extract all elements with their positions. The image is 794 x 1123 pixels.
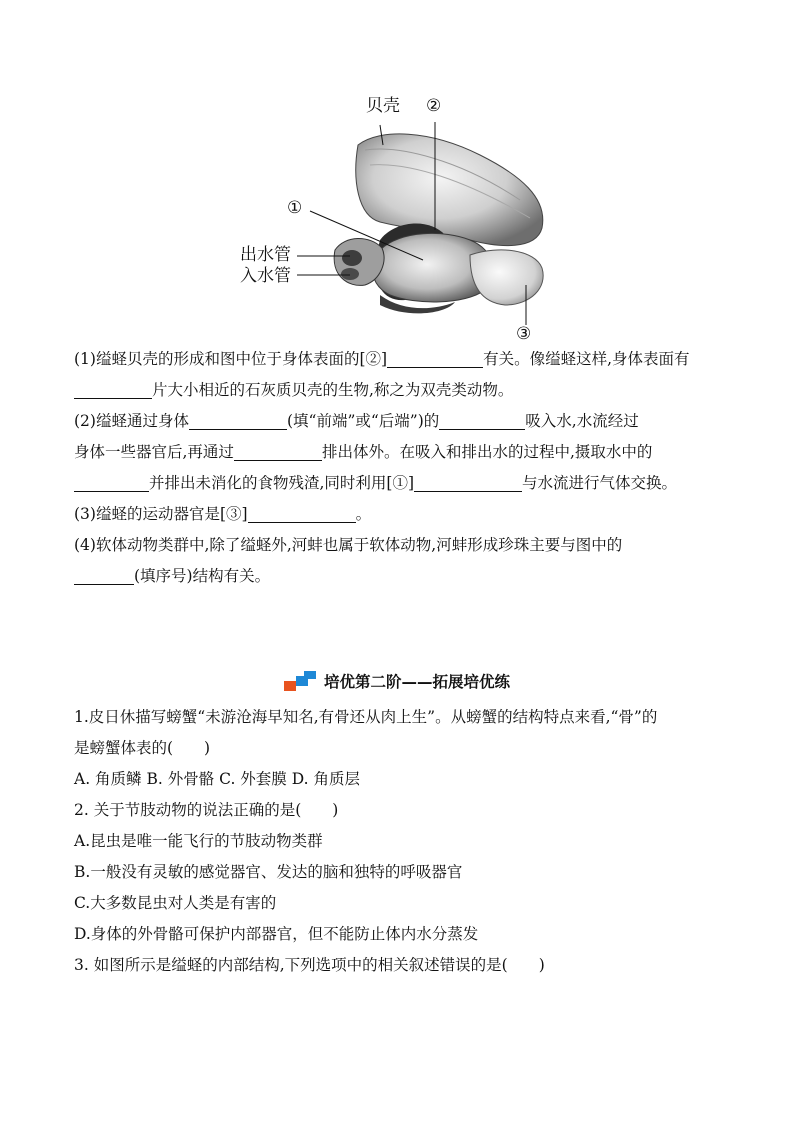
shell-shape [356, 134, 543, 246]
section-stairs-icon [284, 671, 318, 691]
q4-line2: (填序号)结构有关。 [74, 561, 724, 592]
q4-line1: (4)软体动物类群中,除了缢蛏外,河蚌也属于软体动物,河蚌形成珍珠主要与图中的 [74, 536, 623, 554]
p2-q2-option-d: D.身体的外骨骼可保护内部器官，但不能防止体内水分蒸发 [74, 925, 479, 943]
answer-blank[interactable] [189, 411, 287, 430]
p2-q1-line1: 1.皮日休描写螃蟹“未游沧海早知名,有骨还从肉上生”。从螃蟹的结构特点来看,“骨”的 [74, 708, 658, 726]
razor-clam-illustration [230, 90, 560, 345]
label-excurrent-siphon: 出水管 [240, 245, 291, 265]
p2-q2-option-a: A.昆虫是唯一能飞行的节肢动物类群 [74, 832, 323, 850]
p2-q1-line2: 是螃蟹体表的( ) [74, 739, 211, 757]
label-incurrent-siphon: 入水管 [240, 266, 291, 286]
section-title: 培优第二阶——拓展培优练 [0, 670, 794, 692]
answer-blank[interactable] [74, 566, 134, 585]
label-shell: 贝壳 [366, 96, 400, 116]
razor-clam-figure [230, 90, 560, 345]
questions-part1 [74, 344, 724, 592]
q2-line2: 身体一些器官后,再通过 排出体外。在吸入和排出水的过程中,摄取水中的 [74, 443, 653, 461]
p2-q2-option-b: B.一般没有灵敏的感觉器官、发达的脑和独特的呼吸器官 [74, 863, 463, 881]
p2-q1-options: A. 角质鳞 B. 外骨骼 C. 外套膜 D. 角质层 [74, 770, 360, 788]
answer-blank[interactable] [74, 473, 149, 492]
p2-q2-stem: 2. 关于节肢动物的说法正确的是( ) [74, 801, 339, 819]
stair-block [304, 671, 316, 679]
label-1: ① [287, 198, 303, 218]
answer-blank[interactable] [74, 380, 152, 399]
p2-q3-stem: 3. 如图所示是缢蛏的内部结构,下列选项中的相关叙述错误的是( ) [74, 956, 545, 974]
q2-line3: 并排出未消化的食物残渣,同时利用[①] 与水流进行气体交换。 [74, 468, 724, 499]
foot-shape [470, 250, 543, 305]
answer-blank[interactable] [234, 442, 322, 461]
answer-blank[interactable] [439, 411, 525, 430]
label-2: ② [426, 96, 442, 116]
stair-block [284, 681, 296, 691]
q1-line2: 片大小相近的石灰质贝壳的生物,称之为双壳类动物。 [74, 375, 724, 406]
p2-q2-option-c: C.大多数昆虫对人类是有害的 [74, 894, 277, 912]
q2-line1: (2)缢蛏通过身体 (填“前端”或“后端”)的 吸入水,水流经过 [74, 412, 639, 430]
questions-part2 [74, 702, 724, 981]
answer-blank[interactable] [414, 473, 522, 492]
q1-line1: (1)缢蛏贝壳的形成和图中位于身体表面的[②] 有关。像缢蛏这样,身体表面有 [74, 350, 690, 368]
q3-line1: (3)缢蛏的运动器官是[③] 。 [74, 505, 372, 523]
answer-blank[interactable] [248, 504, 356, 523]
answer-blank[interactable] [387, 349, 483, 368]
label-3: ③ [516, 324, 532, 344]
